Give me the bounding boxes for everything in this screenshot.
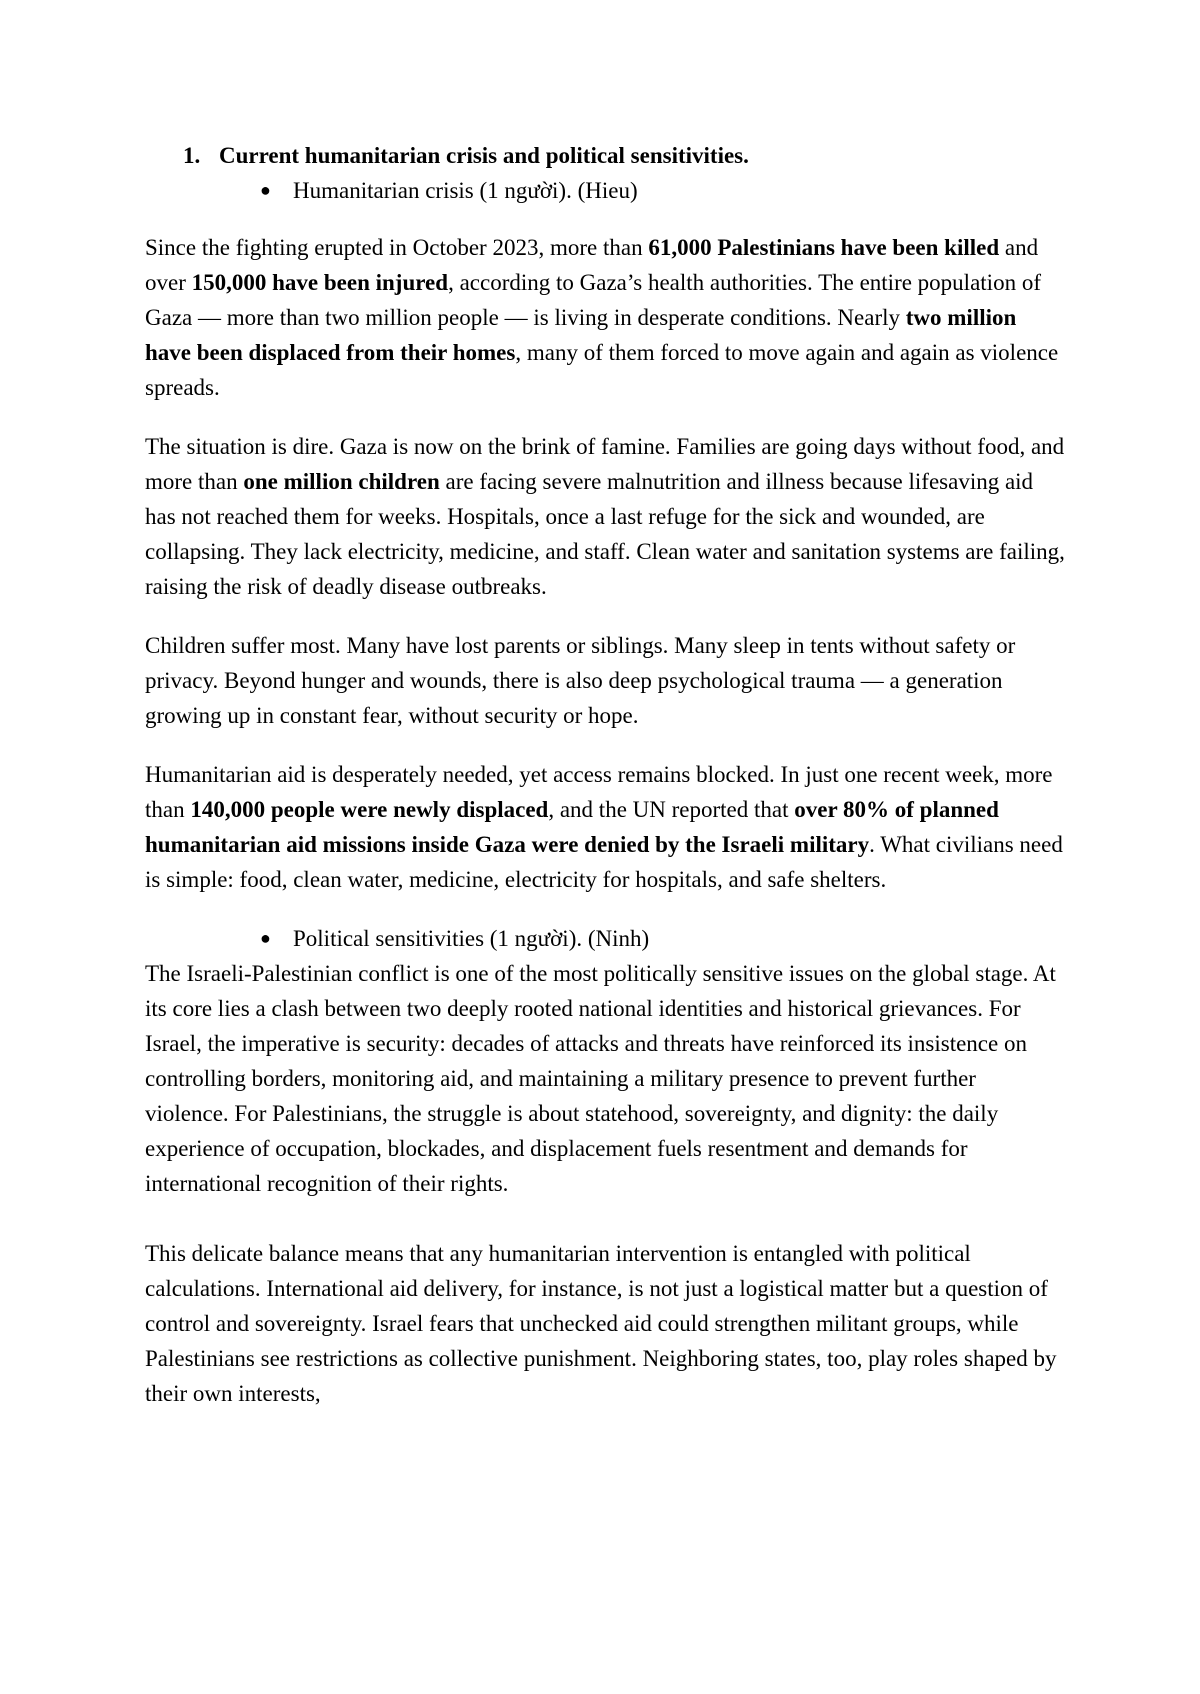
bullet-dot-icon: ● <box>260 928 271 948</box>
bold-run: 140,000 people were newly displaced <box>190 797 549 822</box>
text-run: , many of them forced to move again and again as violence spreads. <box>145 340 1059 400</box>
section-heading <box>145 138 1065 173</box>
document-page <box>145 138 1065 1411</box>
paragraph-conflict: The Israeli-Palestinian conflict is one of the most politically sensitive issues on the global stage. At its core lies a clash between two deeply rooted national identities and historical grievances. For Israel, the imperative is security: decades of attacks and threats have reinforced its insistence on controlling borders, monitoring aid, and maintaining a military presence to prevent further violence. For Palestinians, the struggle is about statehood, sovereignty, and dignity: the daily experience of occupation, blockades, and displacement fuels resentment and demands for international recognition of their rights. <box>145 961 1056 1196</box>
bullet-text: Political sensitivities (1 người). (Ninh) <box>293 926 650 951</box>
bold-run: two million have been displaced from their homes <box>145 305 1017 365</box>
paragraph-famine <box>145 429 1065 604</box>
paragraph-children: Children suffer most. Many have lost parents or siblings. Many sleep in tents without safety or privacy. Beyond hunger and wounds, there is also deep psychological trauma — a generation growing up in constant fear, without security or hope. <box>145 633 1016 728</box>
text-run: . What civilians need is simple: food, clean water, medicine, electricity for hospitals, and safe shelters. <box>145 832 1063 892</box>
bullet-dot-icon: ● <box>260 180 271 200</box>
paragraph-balance: This delicate balance means that any humanitarian intervention is entangled with political calculations. International aid delivery, for instance, is not just a logistical matter but a question of control and sovereignty. Israel fears that unchecked aid could strengthen militant groups, while Palestinians see restrictions as collective punishment. Neighboring states, too, play roles shaped by their own interests, <box>145 1241 1057 1406</box>
heading-number: 1. <box>183 143 201 168</box>
paragraph-casualties <box>145 230 1065 405</box>
text-run: , according to Gaza’s health authorities. The entire population of Gaza — more than two million people — is living in desperate conditions. Nearly <box>145 270 1041 330</box>
text-run: and over <box>145 235 1039 295</box>
heading-text: Current humanitarian crisis and political sensitivities. <box>219 143 749 168</box>
bold-run: 61,000 Palestinians have been killed <box>648 235 1000 260</box>
bold-run: one million children <box>243 469 440 494</box>
bullet-text: Humanitarian crisis (1 người). (Hieu) <box>293 178 638 203</box>
text-run: The situation is dire. Gaza is now on the brink of famine. Families are going days without food, and more than <box>145 434 1065 494</box>
text-run: are facing severe malnutrition and illness because lifesaving aid has not reached them for weeks. Hospitals, once a last refuge for the sick and wounded, are collapsing. They lack electricity, medicine, and staff. Clean water and sanitation systems are failing, raising the risk of deadly disease outbreaks. <box>145 469 1065 599</box>
text-run: , and the UN reported that <box>548 797 795 822</box>
paragraph-aid-access <box>145 757 1065 897</box>
bold-run: 150,000 have been injured <box>191 270 449 295</box>
bold-run: over 80% of planned humanitarian aid missions inside Gaza were denied by the Israeli military <box>145 797 999 857</box>
text-run: Since the fighting erupted in October 2023, more than <box>145 235 649 260</box>
text-run: Humanitarian aid is desperately needed, yet access remains blocked. In just one recent week, more than <box>145 762 1053 822</box>
bullet-political-sensitivities <box>145 921 1065 956</box>
bullet-humanitarian-crisis <box>145 173 1065 208</box>
